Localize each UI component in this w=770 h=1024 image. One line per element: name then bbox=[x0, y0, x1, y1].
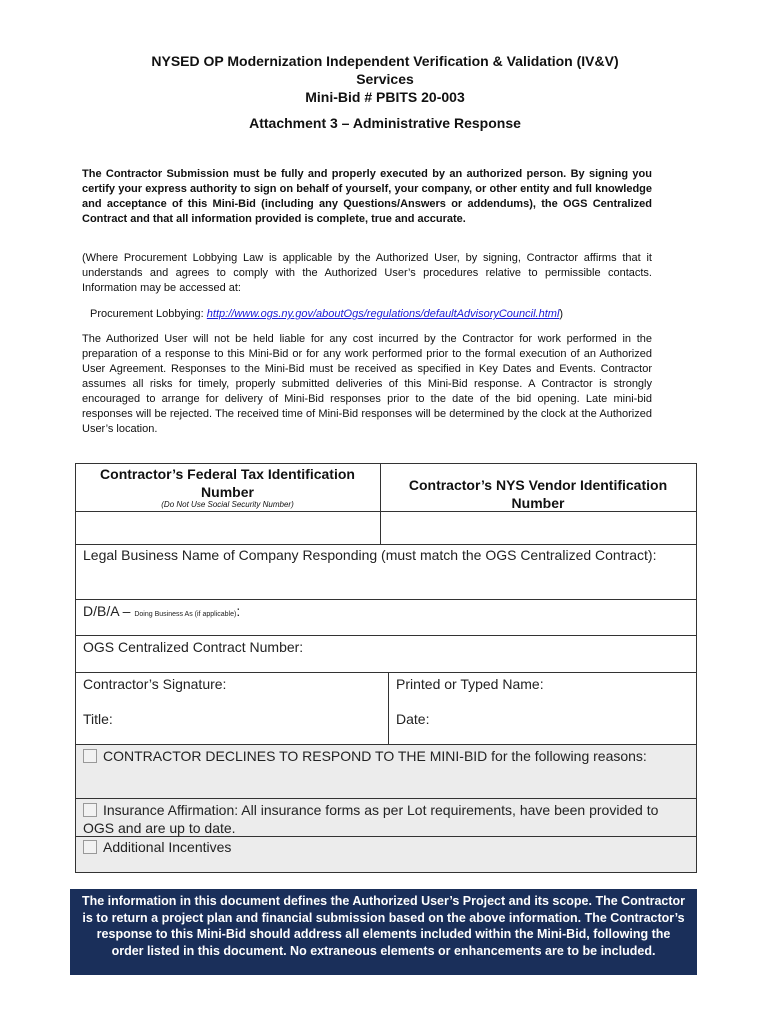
dba-field[interactable] bbox=[83, 602, 683, 624]
lobbying-notice: (Where Procurement Lobbying Law is applicable by the Authorized User, by signing, Contractor affirms that it understands and agrees to comply with the Authorized User’s procedures relative to permissible contacts. Information may be accessed at: bbox=[82, 252, 652, 294]
insurance-row bbox=[83, 801, 683, 837]
legal-name-field[interactable]: Legal Business Name of Company Responding (must match the OGS Centralized Contract): bbox=[83, 547, 657, 563]
incentives-row bbox=[83, 838, 683, 856]
declines-checkbox[interactable] bbox=[83, 749, 97, 763]
lobbying-label: Procurement Lobbying: bbox=[90, 308, 207, 320]
insurance-checkbox[interactable] bbox=[83, 803, 97, 817]
dba-note: Doing Business As (if applicable) bbox=[134, 611, 237, 618]
doc-title-line2: Services bbox=[356, 71, 414, 87]
lobbying-line bbox=[90, 307, 670, 322]
dba-colon: : bbox=[236, 603, 241, 619]
insurance-label: Insurance Affirmation: All insurance forms as per Lot requirements, have been provided to OGS and are up to date. bbox=[83, 802, 659, 836]
date-field[interactable]: Date: bbox=[396, 711, 430, 727]
declines-label: CONTRACTOR DECLINES TO RESPOND TO THE MINI-BID for the following reasons: bbox=[103, 748, 647, 764]
liability-notice: The Authorized User will not be held liable for any cost incurred by the Contractor for work performed in the preparation of a response to this Mini-Bid or for any work performed prior to the formal execution of an Authorized User Agreement. Responses to the Mini-Bid must be received as specified in Key Dates and Events. Contractor assumes all risks for timely, properly submitted deliveries of this Mini-Bid response. A Contractor is strongly encouraged to arrange for delivery of Mini-Bid responses prior to the date of the bid opening. Late mini-bid responses will be rejected. The received time of Mini-Bid responses will be determined by the clock at the Authorized User’s location. bbox=[82, 333, 652, 435]
dba-label: D/B/A – bbox=[83, 603, 135, 619]
doc-title-line3: Mini-Bid # PBITS 20-003 bbox=[305, 89, 465, 105]
submission-notice: The Contractor Submission must be fully and properly executed by an authorized person. By signing you certify your express authority to sign on behalf of yourself, your company, or other entity and full knowledge and acceptance of this Mini-Bid (including any Questions/Answers or addendums), the OGS Centralized Contract and that all information provided is complete, true and accurate. bbox=[82, 168, 652, 225]
vendor-id-label: Contractor’s NYS Vendor Identification Number bbox=[408, 477, 668, 511]
printed-name-field[interactable]: Printed or Typed Name: bbox=[396, 676, 544, 692]
declines-row bbox=[83, 747, 683, 765]
title-field[interactable]: Title: bbox=[83, 711, 113, 727]
incentives-label: Additional Incentives bbox=[103, 839, 232, 855]
lobbying-close: ) bbox=[559, 308, 564, 320]
federal-tax-id-field[interactable] bbox=[76, 512, 379, 544]
vendor-id-field[interactable] bbox=[381, 512, 696, 544]
federal-tax-id-note: (Do Not Use Social Security Number) bbox=[161, 500, 294, 509]
lobbying-link[interactable]: http://www.ogs.ny.gov/aboutOgs/regulations/defaultAdvisoryCouncil.html bbox=[206, 308, 560, 320]
scope-notice: The information in this document defines the Authorized User’s Project and its scope. The Contractor is to return a project plan and financial submission based on the above information. The Contractor’s response to this Mini-Bid should address all elements included within the Mini-Bid, following the order listed in this document. No extraneous elements or enhancements are to be included. bbox=[70, 889, 697, 975]
doc-title-line1: NYSED OP Modernization Independent Verification & Validation (IV&V) bbox=[151, 53, 619, 69]
signature-field[interactable]: Contractor’s Signature: bbox=[83, 676, 227, 692]
attachment-title: Attachment 3 – Administrative Response bbox=[249, 115, 521, 131]
contract-number-field[interactable]: OGS Centralized Contract Number: bbox=[83, 639, 304, 655]
federal-tax-id-label: Contractor’s Federal Tax Identification Number bbox=[100, 466, 355, 500]
incentives-checkbox[interactable] bbox=[83, 840, 97, 854]
